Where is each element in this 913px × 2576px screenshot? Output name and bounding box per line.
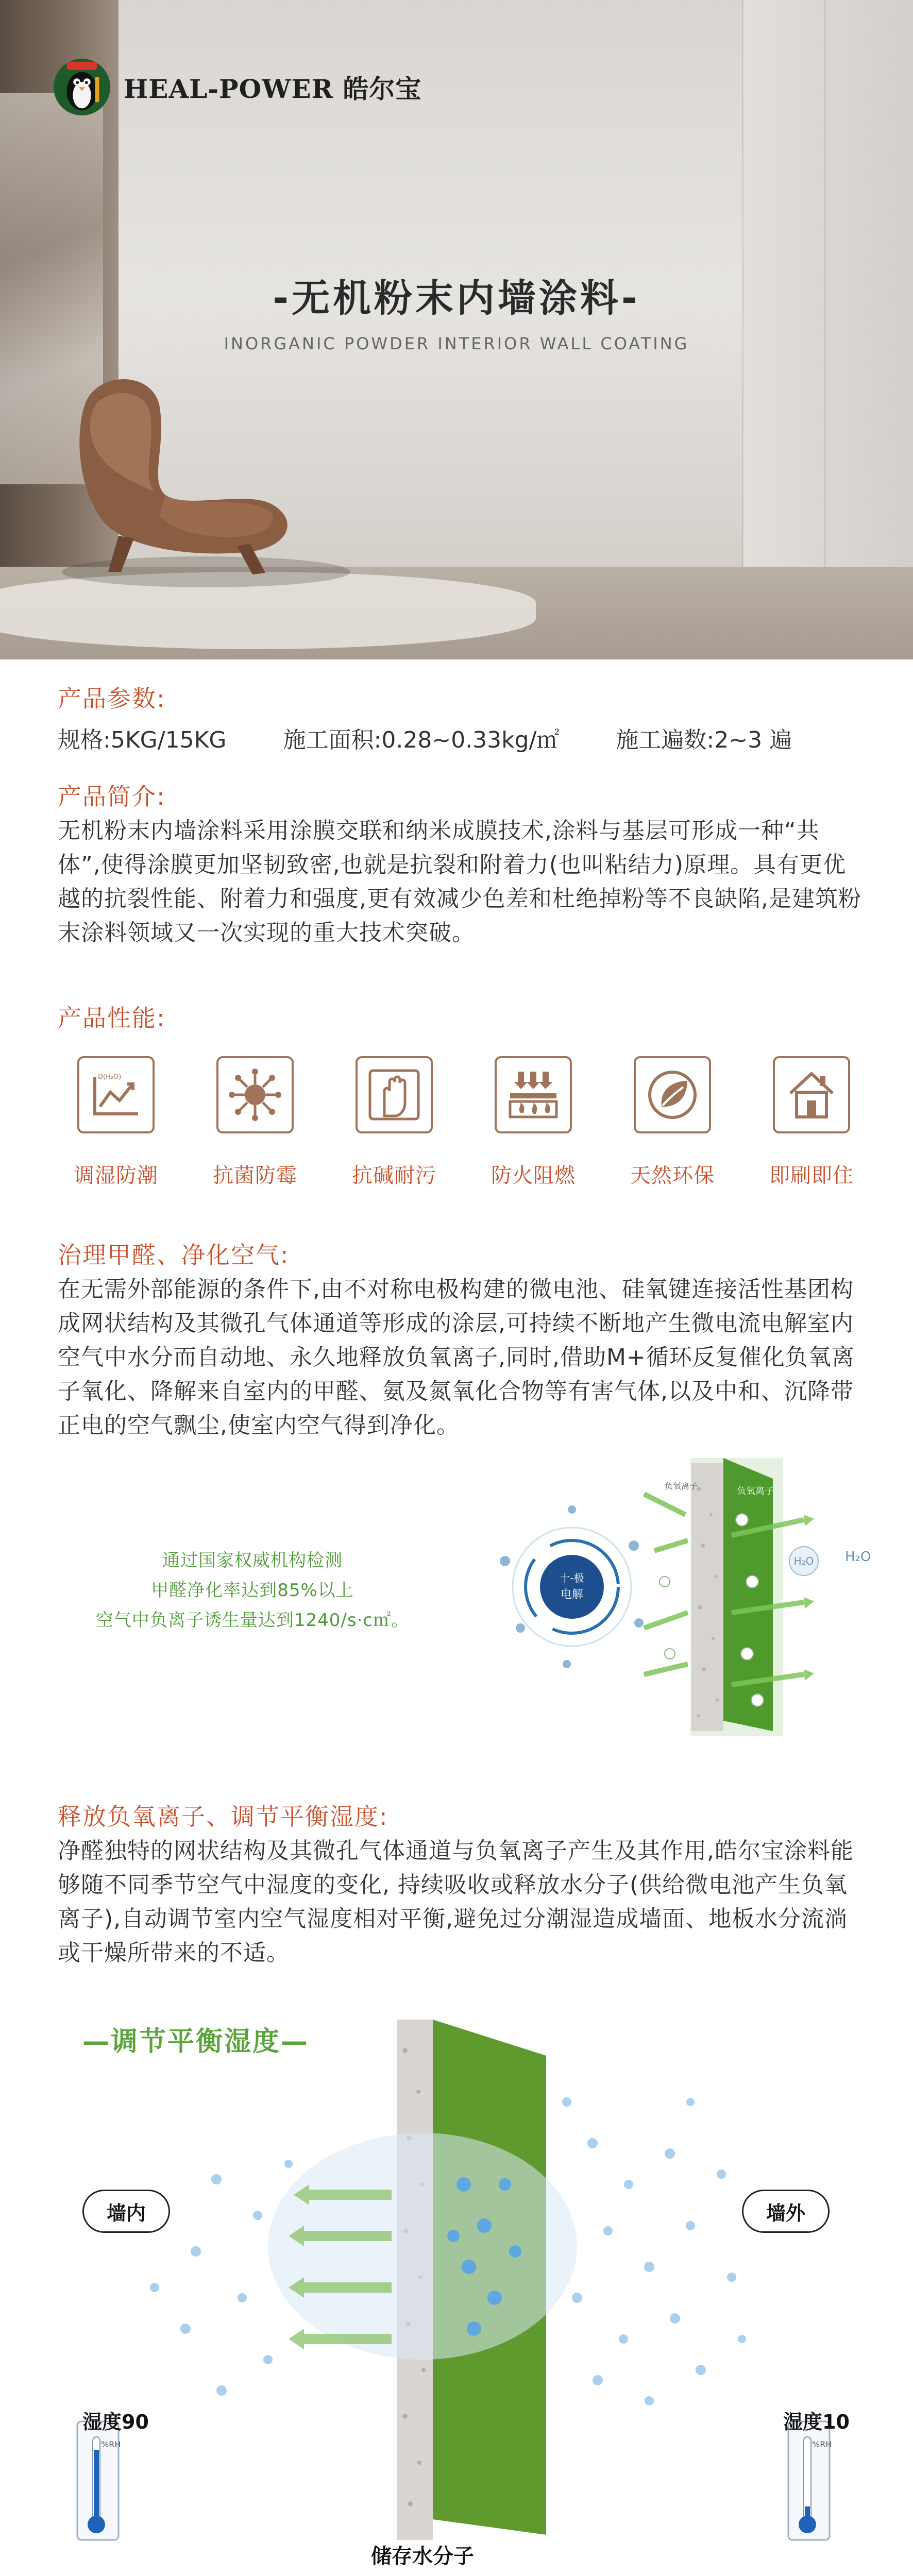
perf-item-antibacterial	[191, 1056, 319, 1189]
purify-illustration	[0, 1458, 913, 1747]
perf-label: 抗碱耐污	[352, 1164, 436, 1188]
intro-title: 产品简介:	[58, 783, 166, 810]
humidity-text: 净醛独特的网状结构及其微孔气体通道与负氧离子产生及其作用,皓尔宝涂料能够随不同季节空气中湿度的变化, 持续吸收或释放水分子(供给微电池产生负氧离子),自动调节室内空气湿度相对平衡,避免过分潮湿造成墙面、地板水分流淌或干燥所带来的不适。	[58, 1838, 854, 1966]
params-row	[58, 721, 872, 754]
hero-banner	[0, 0, 913, 659]
hand-wipe-icon	[356, 1056, 433, 1133]
svg-text:D(H₂O): D(H₂O)	[98, 1073, 122, 1081]
perf-label: 调湿防潮	[74, 1164, 158, 1188]
antibacterial-icon	[216, 1056, 294, 1133]
penguin-mascot-logo-icon	[52, 57, 112, 117]
area-value: 施工面积:0.28~0.33kg/㎡	[283, 727, 560, 753]
svg-text:%RH: %RH	[812, 2439, 832, 2449]
brand-name: HEAL-POWER 皓尔宝	[124, 74, 422, 104]
lounge-chair-image	[31, 361, 319, 577]
coats-value: 施工遍数:2~3 遍	[616, 727, 792, 753]
perf-item-alkali	[330, 1056, 459, 1189]
svg-text:电解: 电解	[560, 1588, 584, 1601]
perf-item-house	[747, 1056, 876, 1189]
house-icon	[773, 1056, 850, 1133]
test-line-2: 甲醛净化率达到85%以上	[151, 1580, 354, 1601]
diagram2-title: —调节平衡湿度—	[82, 2026, 310, 2057]
svg-text:H₂O: H₂O	[793, 1555, 814, 1567]
eco-leaf-icon	[634, 1056, 711, 1133]
params-title: 产品参数:	[58, 685, 166, 713]
purify-diagram	[0, 1458, 913, 1747]
svg-text:负氧离子: 负氧离子	[737, 1486, 774, 1497]
perf-item-fireproof	[469, 1056, 598, 1189]
svg-text:%RH: %RH	[101, 2439, 121, 2449]
svg-text:十-极: 十-极	[560, 1572, 584, 1584]
svg-text:H₂O: H₂O	[845, 1549, 871, 1565]
humidity-left-label: 湿度90	[82, 2411, 149, 2433]
perf-item-eco	[608, 1056, 737, 1189]
outside-wall-label: 墙外	[742, 2190, 830, 2233]
page-subtitle: INORGANIC POWDER INTERIOR WALL COATING	[224, 334, 689, 353]
purify-title: 治理甲醛、净化空气:	[58, 1241, 290, 1269]
perf-label: 天然环保	[630, 1164, 715, 1188]
brand-logo[interactable]	[52, 57, 421, 117]
humidity-chart-icon	[77, 1056, 155, 1133]
store-water-label: 储存水分子	[371, 2545, 474, 2568]
humidity-illustration	[0, 2009, 913, 2571]
svg-text:负氧离子: 负氧离子	[665, 1481, 698, 1491]
perf-label: 防火阻燃	[491, 1164, 576, 1188]
humidity-right-label: 湿度10	[783, 2411, 850, 2433]
purify-text: 在无需外部能源的条件下,由不对称电极构建的微电池、硅氧键连接活性基团构成网状结构及其微孔气体通道等形成的涂层,可持续不断地产生微电流电解室内空气中水分而自动地、永久地释放负氧离子,同时,借助M+循环反复催化负氧离子氧化、降解来自室内的甲醛、氨及氮氧化合物等有害气体,以及中和、沉降带正电的空气飘尘,使室内空气得到净化。	[58, 1276, 855, 1438]
humidity-diagram	[0, 2009, 913, 2571]
perf-item-humidity	[52, 1056, 180, 1189]
test-line-3: 空气中负离子诱生量达到1240/s·c㎡。	[95, 1610, 410, 1631]
perf-label: 即刷即住	[769, 1164, 854, 1188]
spec-value: 规格:5KG/15KG	[58, 727, 227, 753]
performance-title: 产品性能:	[58, 1004, 166, 1032]
perf-label: 抗菌防霉	[213, 1164, 297, 1188]
intro-text: 无机粉末内墙涂料采用涂膜交联和纳米成膜技术,涂料与基层可形成一种“共体”,使得涂膜更加坚韧致密,也就是抗裂和附着力(也叫粘结力)原理。具有更优越的抗裂性能、附着力和强度,更有效减少色差和杜绝掉粉等不良缺陷,是建筑粉末涂料领域又一次实现的重大技术突破。	[58, 818, 861, 946]
humidity-title: 释放负氧离子、调节平衡湿度:	[58, 1803, 388, 1831]
page-title: -无机粉末内墙涂料-	[273, 276, 640, 320]
performance-grid	[52, 1056, 866, 1211]
inside-wall-label: 墙内	[82, 2190, 170, 2233]
fireproof-icon	[495, 1056, 572, 1133]
test-line-1: 通过国家权威机构检测	[162, 1550, 343, 1571]
